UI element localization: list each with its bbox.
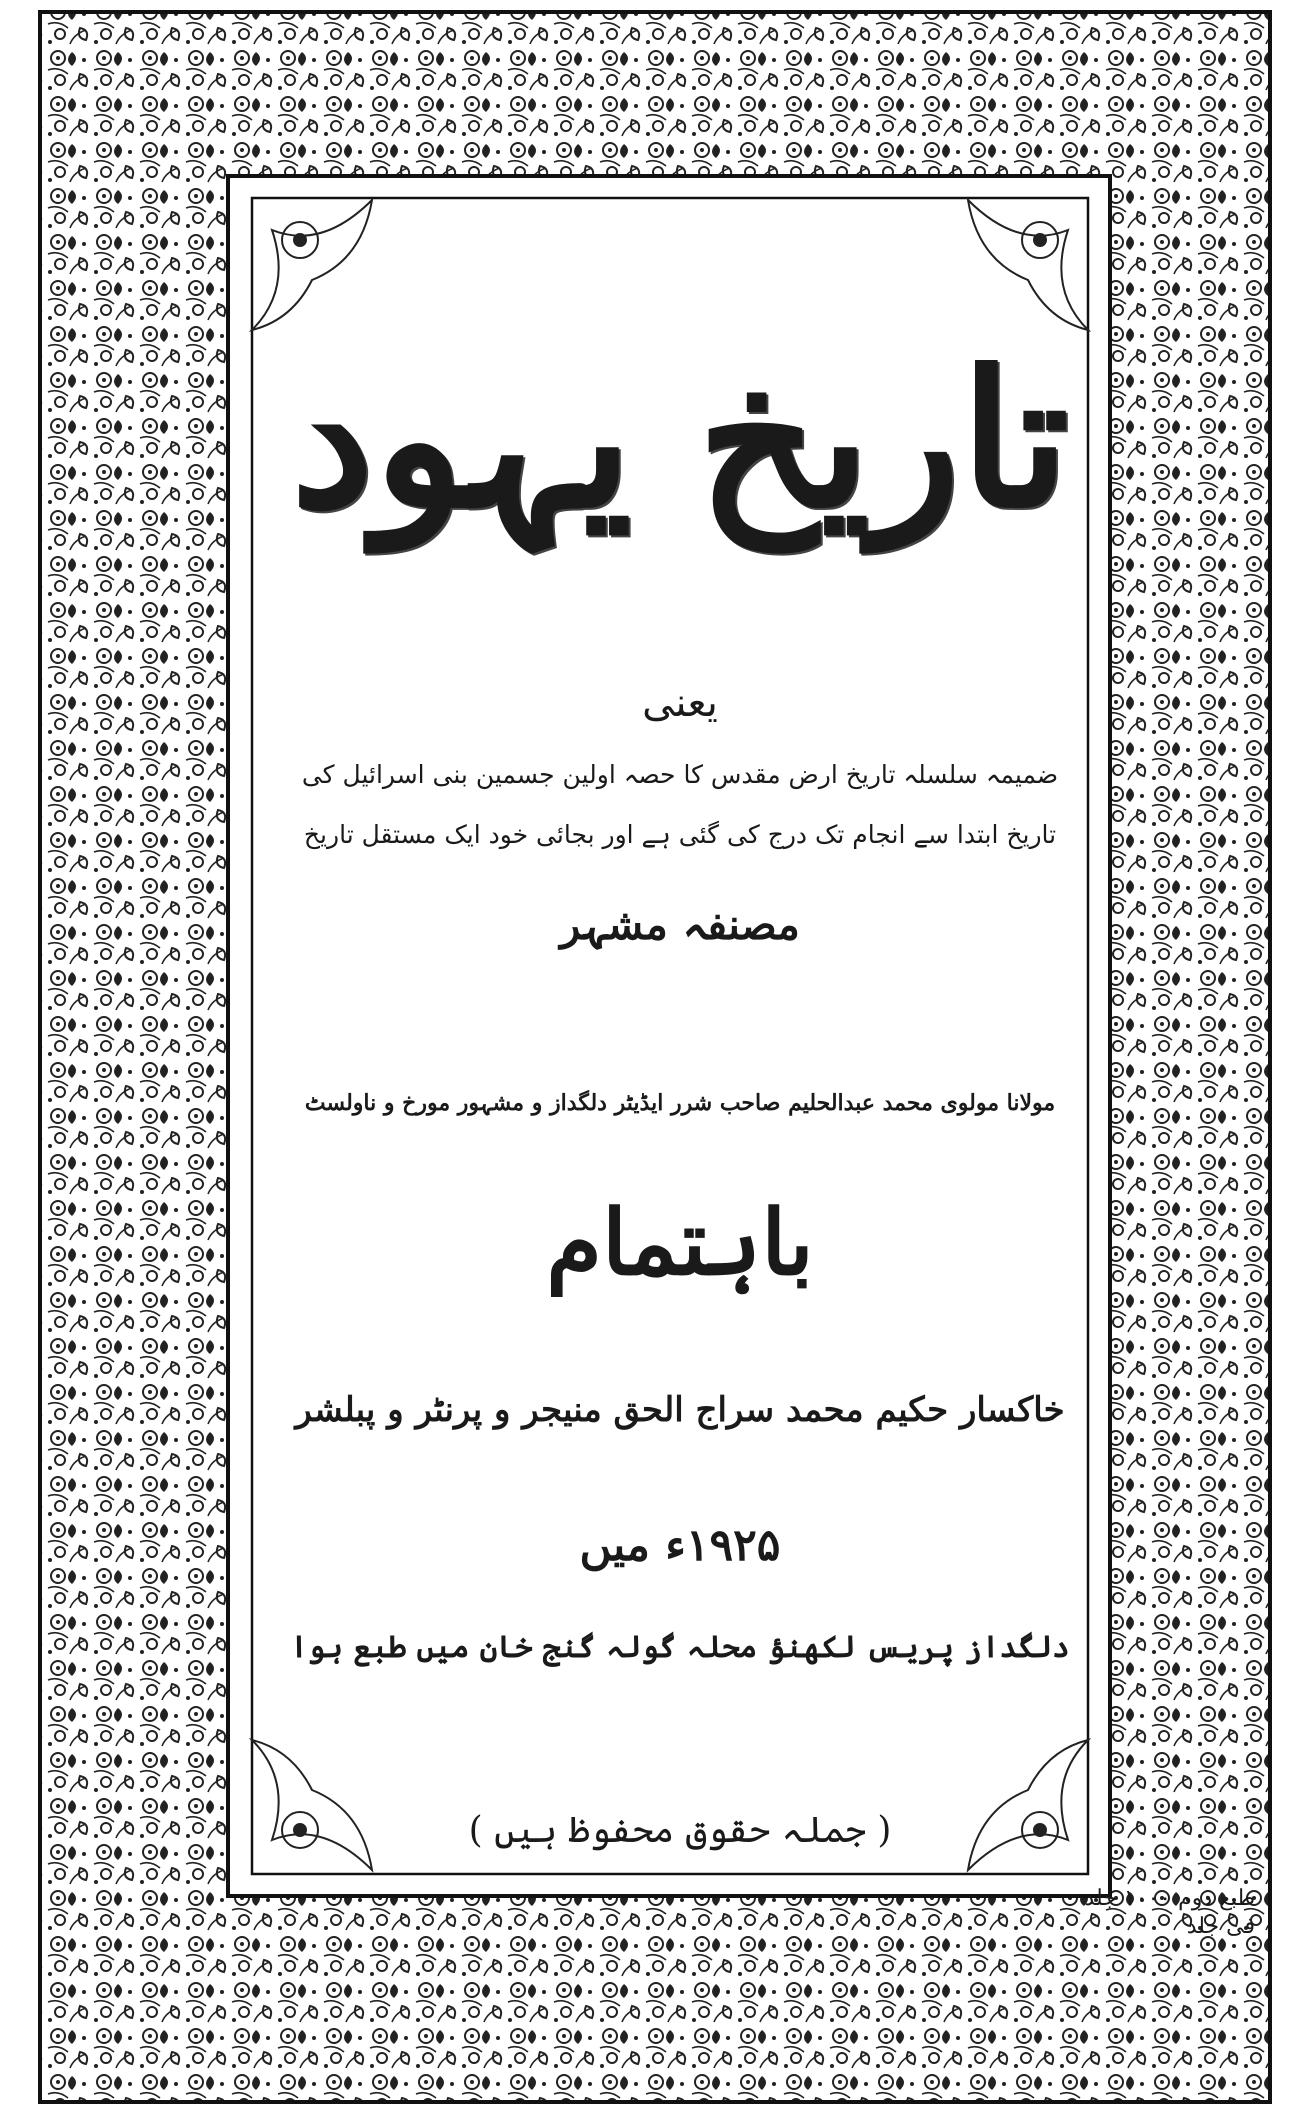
- subtitle-connector: یعنی: [642, 680, 718, 726]
- publisher-manager: خاکسار حکیم محمد سراج الحق منیجر و پرنٹر و پبلشر: [295, 1390, 1065, 1430]
- supervision-heading: باہتمام: [546, 1190, 814, 1296]
- edition-line-2: فی جلد: [1186, 1914, 1255, 1939]
- edition-note: [1055, 1885, 1255, 1945]
- copyright-notice: ( جملہ حقوق محفوظ ہیں ): [468, 1810, 892, 1851]
- publication-year: ۱۹۲۵ء میں: [579, 1520, 781, 1571]
- description-line-2: تاریخ ابتدا سے انجام تک درج کی گئی ہے اور بجائی خود ایک مستقل تاریخ: [303, 820, 1057, 849]
- author-name: مولانا مولوی محمد عبدالحلیم صاحب شرر ایڈیٹر دلگداز و مشہور مورخ و ناولسٹ: [304, 1090, 1056, 1116]
- edition-line-1: طبع دوم ۱۰۰۰ جلد: [1084, 1886, 1255, 1911]
- title-page-text: [290, 260, 1070, 1851]
- description-line-1: ضمیمہ سلسلہ تاریخ ارض مقدس کا حصہ اولین جسمین بنی اسرائیل کی: [301, 760, 1059, 789]
- book-title: تاریخ یہود: [290, 330, 1070, 550]
- press-imprint: دلگداز پریس لکھنؤ محلہ گولہ گنج خان میں طبع ہوا: [290, 1630, 1070, 1665]
- authored-by-label: مصنفہ مشہر: [560, 900, 800, 949]
